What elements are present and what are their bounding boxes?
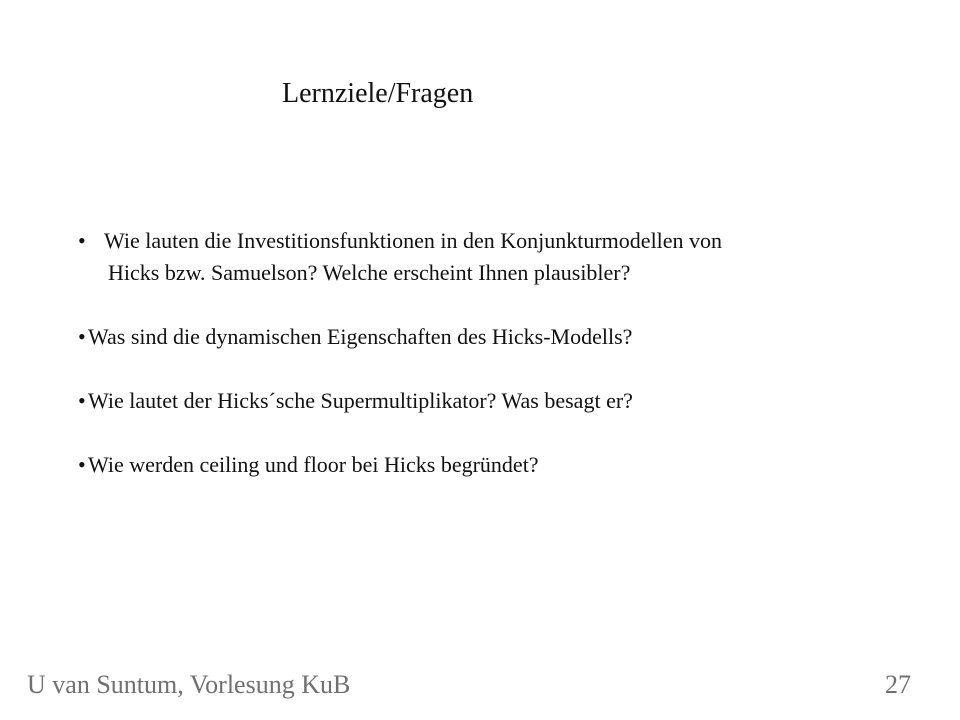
- bullet-icon: •: [78, 388, 86, 413]
- list-item-line: Hicks bzw. Samuelson? Welche erscheint Ihnen plausibler?: [108, 260, 631, 285]
- list-item-line: Wie lauten die Investitionsfunktionen in den Konjunkturmodellen von: [104, 228, 723, 253]
- list-item: [78, 385, 918, 417]
- bullet-icon: •: [78, 324, 86, 349]
- list-item-line: Was sind die dynamischen Eigenschaften des Hicks-Modells?: [88, 324, 633, 349]
- list-item: [78, 449, 918, 481]
- footer-author: U van Suntum, Vorlesung KuB: [27, 670, 351, 699]
- list-item: [78, 225, 918, 289]
- list-item: [78, 321, 918, 353]
- question-list: [78, 225, 918, 513]
- page-number: 27: [885, 670, 911, 699]
- bullet-icon: •: [78, 228, 86, 253]
- list-item-line: Wie werden ceiling und floor bei Hicks begründet?: [88, 452, 539, 477]
- list-item-line: Wie lautet der Hicks´sche Supermultiplikator? Was besagt er?: [88, 388, 633, 413]
- slide-title: Lernziele/Fragen: [282, 78, 474, 109]
- bullet-icon: •: [78, 452, 86, 477]
